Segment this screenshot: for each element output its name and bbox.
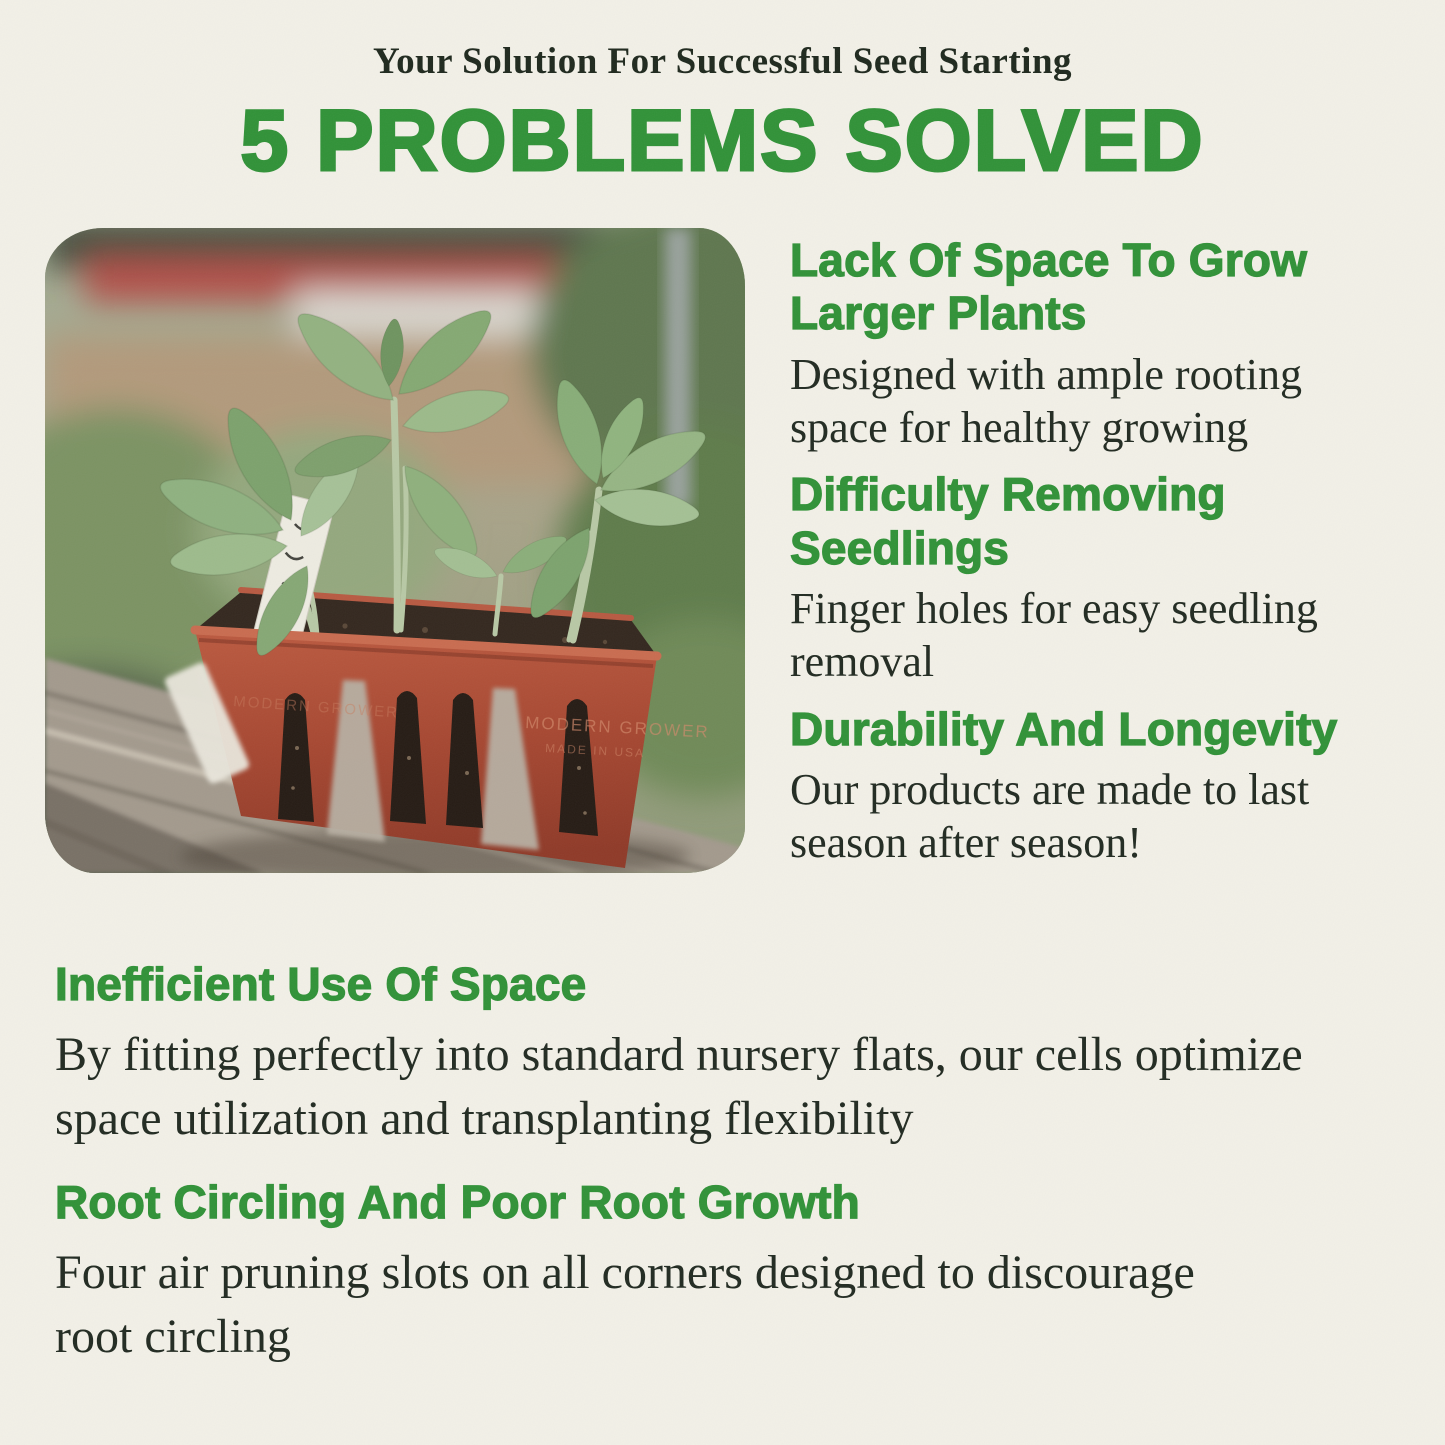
problem-item: [55, 958, 1420, 1150]
headline-title: 5 PROBLEMS SOLVED: [240, 93, 1205, 189]
problem-item: [790, 703, 1435, 870]
problem-item: [790, 234, 1435, 454]
problem-title: Inefficient Use Of Space: [55, 958, 587, 1010]
problem-item: [55, 1176, 1420, 1368]
problems-bottom-section: [55, 958, 1420, 1394]
problems-right-column: [790, 234, 1435, 884]
problem-item: [790, 468, 1435, 688]
problem-title: Root Circling And Poor Root Growth: [55, 1176, 860, 1229]
tray-embossed-brand-left: MODERN GROWER: [232, 693, 400, 722]
headline-subtitle: Your Solution For Successful Seed Starting: [372, 41, 1073, 82]
problem-body: Four air pruning slots on all corners designed to discourage root circling: [55, 1246, 1195, 1363]
product-photo: [45, 228, 745, 873]
problem-title: Durability And Longevity: [790, 702, 1338, 755]
problem-body: By fitting perfectly into standard nursery flats, our cells optimize space utilization and transplanting flexibility: [55, 1028, 1303, 1145]
tray-embossed-brand: MODERN GROWER: [524, 713, 711, 742]
problem-title: Difficulty Removing Seedlings: [790, 468, 1226, 574]
seedling-tray-illustration: [45, 228, 745, 873]
problem-body: Our products are made to last season after season!: [790, 764, 1310, 867]
problem-body: Finger holes for easy seedling removal: [790, 584, 1318, 686]
problem-title: Lack Of Space To Grow Larger Plants: [790, 234, 1308, 340]
tray-embossed-origin: MADE IN USA: [544, 741, 646, 761]
problem-body: Designed with ample rooting space for healthy growing: [790, 349, 1303, 452]
